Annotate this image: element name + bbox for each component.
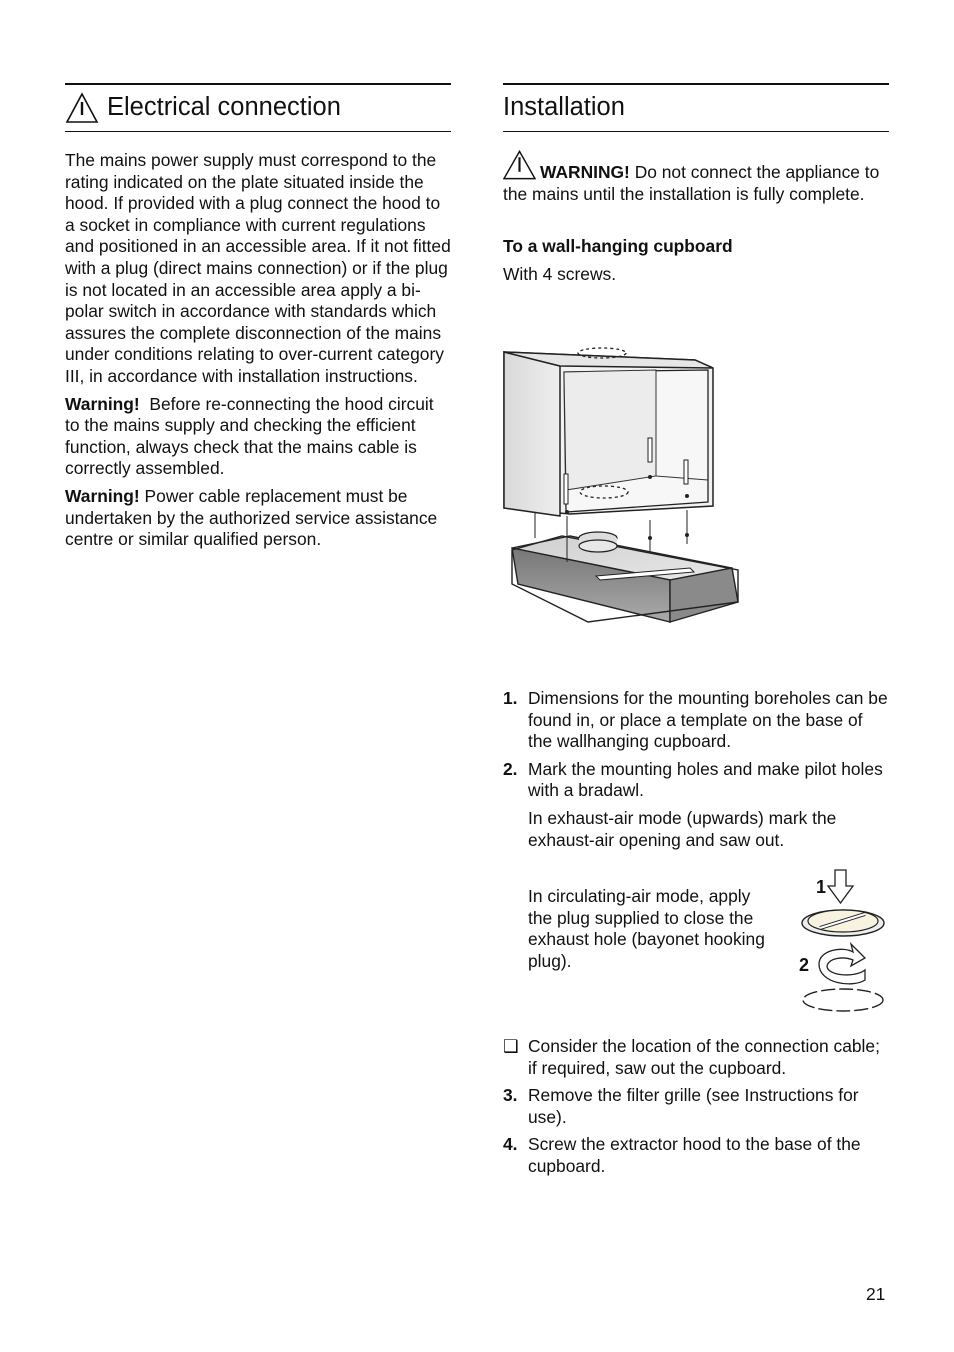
figure-label: 1	[816, 877, 827, 897]
warning-label: WARNING!	[540, 162, 630, 182]
warning-paragraph	[65, 394, 451, 480]
steps-list-b	[503, 1036, 889, 1184]
list-item	[503, 688, 889, 753]
list-item	[503, 759, 889, 802]
step-number: 1.	[503, 688, 518, 708]
section-heading	[65, 83, 451, 132]
subheading: To a wall-hanging cupboard	[503, 236, 733, 257]
exhaust-note	[503, 808, 889, 851]
warning-label: Warning!	[65, 485, 140, 506]
step-text: Remove the filter grille (see Instructions for use).	[528, 1085, 859, 1127]
section-heading	[503, 83, 889, 132]
checkbox-bullet-icon: ❑	[503, 1036, 519, 1056]
installation-section	[503, 83, 889, 285]
step-number: 4.	[503, 1134, 518, 1155]
circulating-note: In circulating-air mode, apply the plug supplied to close the exhaust hole (bayonet hooking plug).	[528, 886, 765, 971]
list-item	[503, 1085, 889, 1128]
section-title: Electrical connection	[107, 93, 341, 122]
warning-triangle-icon	[503, 150, 536, 180]
note-text: In exhaust-air mode (upwards) mark the exhaust-air opening and saw out.	[528, 807, 837, 850]
page-number: 21	[866, 1284, 886, 1304]
mains-supply-paragraph: The mains power supply must correspond to the rating indicated on the plate situated inside the hood. If provided with a plug connect the hood to a socket in compliance with current regulations and positioned in an accessible area. If it not fitted with a plug (direct mains connection) or if the plug is not located in an accessible area apply a bi-polar switch in accordance with standards which assures the complete disconnection of the mains under conditions relating to over-current category III, in accordance with installation instructions.	[65, 150, 451, 386]
warning-triangle-icon	[65, 92, 99, 124]
warning-text: Do not connect the appliance to the mains until the installation is fully complete.	[503, 162, 880, 204]
arrow-down-icon	[828, 870, 853, 903]
list-item	[503, 1134, 889, 1177]
step-text: Mark the mounting holes and make pilot holes with a bradawl.	[528, 758, 883, 801]
rotate-arrow-icon	[819, 944, 865, 984]
bayonet-plug-illustration	[795, 866, 895, 1016]
warning-label: Warning!	[65, 393, 140, 414]
section-title: Installation	[503, 93, 625, 122]
steps-list-a	[503, 688, 889, 857]
install-warning-paragraph	[503, 150, 889, 205]
warning-text: Before re-connecting the hood circuit to the mains supply and checking the efficient function, always check that the mains cable is correctly assembled.	[65, 393, 434, 479]
step-text: Dimensions for the mounting boreholes can be found in, or place a template on the base of the wallhanging cupboard.	[528, 688, 888, 752]
subheading-note: With 4 screws.	[503, 263, 617, 284]
step-number: 3.	[503, 1085, 518, 1106]
warning-paragraph	[65, 486, 451, 551]
list-item	[503, 1036, 889, 1079]
step-text: Screw the extractor hood to the base of the cupboard.	[528, 1134, 861, 1176]
step-number: 2.	[503, 758, 518, 779]
step-text: Consider the location of the connection cable; if required, saw out the cupboard.	[528, 1036, 880, 1078]
cupboard-hood-illustration	[500, 340, 760, 640]
warning-text: Power cable replacement must be undertaken by the authorized service assistance centre or similar qualified person.	[65, 485, 438, 550]
figure-label: 2	[799, 955, 810, 975]
electrical-connection-section	[65, 83, 451, 557]
